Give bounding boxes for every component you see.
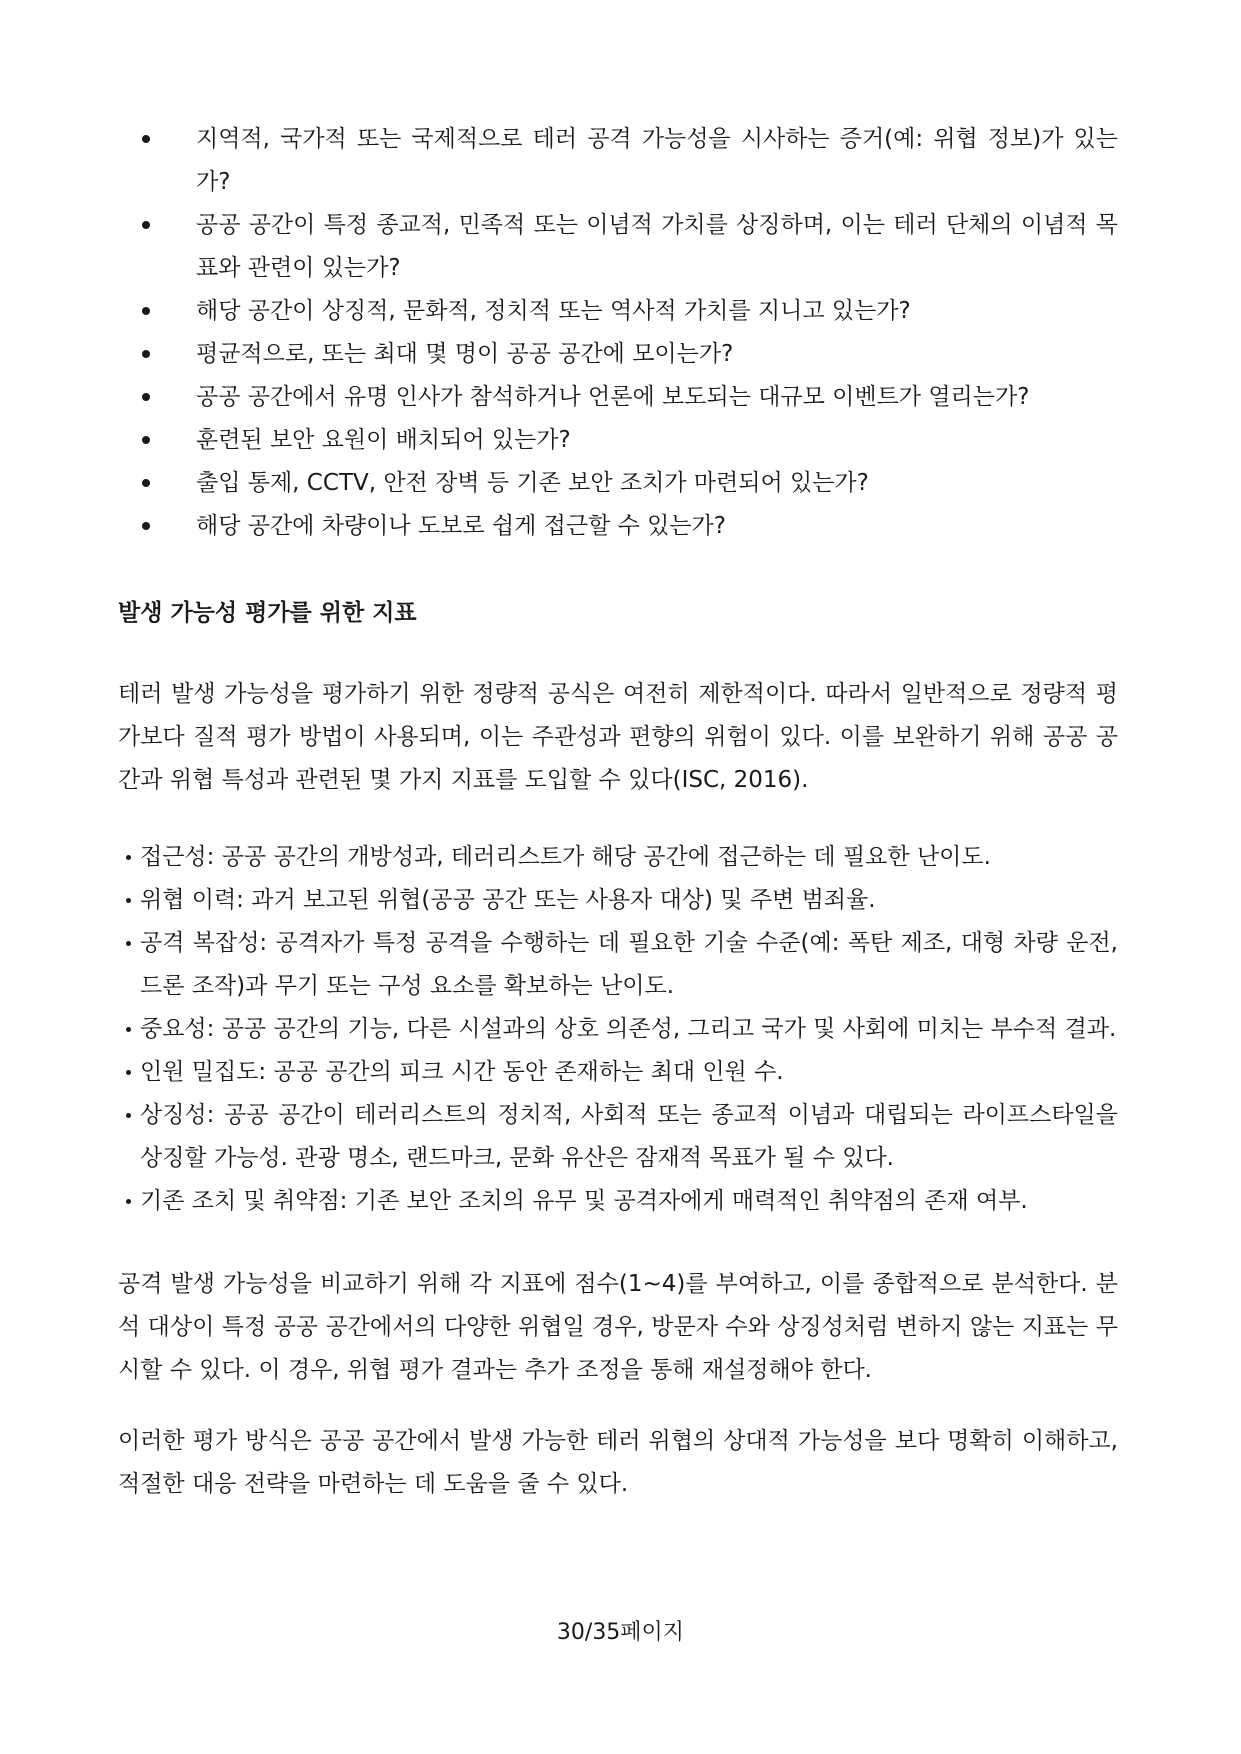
bullet-dot — [142, 436, 150, 444]
intro-paragraph: 테러 발생 가능성을 평가하기 위한 정량적 공식은 여전히 제한적이다. 따라서 일반적으로 정량적 평가보다 질적 평가 방법이 사용되며, 이는 주관성과 편향의 위험이 있다. 이를 보완하기 위해 공공 공간과 위협 특성과 관련된 몇 가지 지표를 도입할 수 있다(ISC, 2016). — [118, 681, 1118, 793]
indicator-text: 중요성: 공공 공간의 기능, 다른 시설과의 상호 의존성, 그리고 국가 및 사회에 미치는 부수적 결과. — [140, 1016, 1117, 1042]
page-number: 30/35페이지 — [556, 1620, 685, 1645]
bullet-dot — [142, 479, 150, 487]
indicator-item — [118, 1051, 1118, 1094]
list-item — [118, 204, 1118, 290]
bullet-dot — [126, 898, 131, 903]
list-item — [118, 419, 1118, 462]
indicator-item — [118, 1008, 1118, 1051]
bullet-dot — [126, 1199, 131, 1204]
bullet-dot — [126, 1027, 131, 1032]
bullet-dot — [126, 1070, 131, 1075]
indicator-item — [118, 1180, 1118, 1223]
page-content — [118, 118, 1118, 1506]
conclusion-paragraph: 이러한 평가 방식은 공공 공간에서 발생 가능한 테러 위협의 상대적 가능성을 보다 명확히 이해하고, 적절한 대응 전략을 마련하는 데 도움을 줄 수 있다. — [118, 1428, 1118, 1497]
indicator-item — [118, 879, 1118, 922]
list-item — [118, 118, 1118, 204]
list-item-text: 출입 통제, CCTV, 안전 장벽 등 기존 보안 조치가 마련되어 있는가? — [196, 470, 869, 496]
bullet-dot — [142, 393, 150, 401]
indicator-text: 상징성: 공공 공간이 테러리스트의 정치적, 사회적 또는 종교적 이념과 대립되는 라이프스타일을 상징할 가능성. 관광 명소, 랜드마크, 문화 유산은 잠재적 목표가 될 수 있다. — [140, 1102, 1118, 1171]
list-item — [118, 376, 1118, 419]
list-item-text: 해당 공간이 상징적, 문화적, 정치적 또는 역사적 가치를 지니고 있는가? — [196, 298, 911, 324]
indicator-text: 위협 이력: 과거 보고된 위협(공공 공간 또는 사용자 대상) 및 주변 범죄율. — [140, 887, 876, 913]
bullet-dot — [142, 522, 150, 530]
indicator-text: 접근성: 공공 공간의 개방성과, 테러리스트가 해당 공간에 접근하는 데 필요한 난이도. — [140, 844, 991, 870]
list-item-text: 지역적, 국가적 또는 국제적으로 테러 공격 가능성을 시사하는 증거(예: 위협 정보)가 있는가? — [196, 126, 1118, 195]
indicator-item — [118, 922, 1118, 1008]
bullet-dot — [126, 855, 131, 860]
list-item — [118, 505, 1118, 548]
bullet-dot — [142, 350, 150, 358]
bullet-dot — [126, 1113, 131, 1118]
section-heading: 발생 가능성 평가를 위한 지표 — [118, 600, 417, 626]
list-item — [118, 290, 1118, 333]
list-item — [118, 333, 1118, 376]
indicator-text: 공격 복잡성: 공격자가 특정 공격을 수행하는 데 필요한 기술 수준(예: 폭탄 제조, 대형 차량 운전, 드론 조작)과 무기 또는 구성 요소를 확보하는 난이도. — [140, 930, 1118, 999]
indicator-item — [118, 836, 1118, 879]
list-item-text: 공공 공간에서 유명 인사가 참석하거나 언론에 보도되는 대규모 이벤트가 열리는가? — [196, 384, 1030, 410]
list-item-text: 공공 공간이 특정 종교적, 민족적 또는 이념적 가치를 상징하며, 이는 테러 단체의 이념적 목표와 관련이 있는가? — [196, 212, 1118, 281]
bullet-dot — [126, 941, 131, 946]
bullet-dot — [142, 307, 150, 315]
indicator-text: 인원 밀집도: 공공 공간의 피크 시간 동안 존재하는 최대 인원 수. — [140, 1059, 784, 1085]
indicator-list — [118, 836, 1118, 1223]
assessment-question-list — [118, 118, 1118, 548]
bullet-dot — [142, 221, 150, 229]
bullet-dot — [142, 135, 150, 143]
analysis-paragraph: 공격 발생 가능성을 비교하기 위해 각 지표에 점수(1~4)를 부여하고, 이를 종합적으로 분석한다. 분석 대상이 특정 공공 공간에서의 다양한 위협일 경우, 방문자 수와 상징성처럼 변하지 않는 지표는 무시할 수 있다. 이 경우, 위협 평가 결과는 추가 조정을 통해 재설정해야 한다. — [118, 1271, 1118, 1383]
list-item-text: 훈련된 보안 요원이 배치되어 있는가? — [196, 427, 571, 453]
indicator-text: 기존 조치 및 취약점: 기존 보안 조치의 유무 및 공격자에게 매력적인 취약점의 존재 여부. — [140, 1188, 1028, 1214]
list-item-text: 해당 공간에 차량이나 도보로 쉽게 접근할 수 있는가? — [196, 513, 726, 539]
list-item-text: 평균적으로, 또는 최대 몇 명이 공공 공간에 모이는가? — [196, 341, 734, 367]
list-item — [118, 462, 1118, 505]
indicator-item — [118, 1094, 1118, 1180]
